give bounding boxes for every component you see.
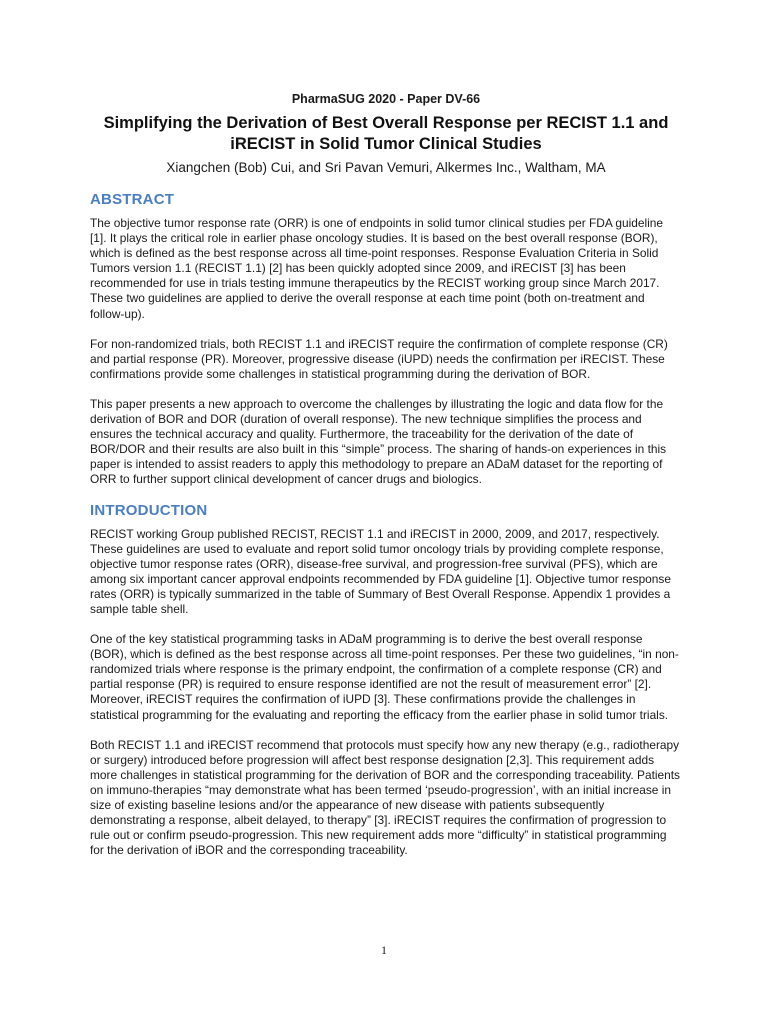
- abstract-paragraph-3: This paper presents a new approach to overcome the challenges by illustrating the logic and data flow for the derivation of BOR and DOR (duration of overall response). The new technique simplifies the process and ensures the technical accuracy and quality. Furthermore, the traceability for the derivation of the date of BOR/DOR and their results are also built in this “simple” process. The sharing of hands-on experiences in this paper is intended to assist readers to apply this methodology to prepare an ADaM dataset for the reporting of ORR to further support clinical development of cancer drugs and biologics.: [90, 396, 667, 487]
- author-line: Xiangchen (Bob) Cui, and Sri Pavan Vemuri, Alkermes Inc., Waltham, MA: [166, 160, 606, 175]
- abstract-heading: ABSTRACT: [90, 191, 175, 208]
- introduction-paragraph-2: One of the key statistical programming tasks in ADaM programming is to derive the best overall response (BOR), which is defined as the best response across all time-point responses. Per these two guidelines, “in non-randomized trials where response is the primary endpoint, the confirmation of a complete response (CR) and partial response (PR) is required to ensure response identified are not the result of measurement error” [2]. Moreover, iRECIST requires the confirmation of iUPD [3]. These confirmations provide the challenges in statistical programming for the evaluating and reporting the efficacy from the earlier phase in solid tumor trials.: [90, 632, 679, 722]
- abstract-section: [90, 191, 682, 488]
- paper-title-line-1: Simplifying the Derivation of Best Overall Response per RECIST 1.1 and: [103, 114, 669, 132]
- introduction-paragraph-1: RECIST working Group published RECIST, RECIST 1.1 and iRECIST in 2000, 2009, and 2017, respectively. These guidelines are used to evaluate and report solid tumor oncology trials by providing complete response, objective tumor response rates (ORR), disease-free survival, and progression-free survival (PFS), which are among six important cancer approval endpoints recommended by FDA guideline [1]. Objective tumor response rates (ORR) is typically summarized in the table of Summary of Best Overall Response. Appendix 1 provides a sample table shell.: [90, 526, 671, 616]
- introduction-paragraph-3: Both RECIST 1.1 and iRECIST recommend that protocols must specify how any new therapy (e.g., radiotherapy or surgery) introduced before progression will affect best response designation [2,3]. This requirement adds more challenges in statistical programming for the derivation of BOR and the corresponding traceability. Patients on immuno-therapies “may demonstrate what has been termed ‘pseudo-progression’, with an initial increase in size of existing baseline lesions and/or the appearance of new disease with patients subsequently demonstrating a response, albeit delayed, to therapy” [3]. iRECIST requires the confirmation of progression to rule out or confirm pseudo-progression. This new requirement adds more “difficulty” in statistical programming for the derivation of iBOR and the corresponding traceability.: [90, 737, 680, 858]
- introduction-section: [90, 502, 682, 859]
- abstract-paragraph-2: For non-randomized trials, both RECIST 1.1 and iRECIST require the confirmation of complete response (CR) and partial response (PR). Moreover, progressive disease (iUPD) needs the confirmation per iRECIST. These confirmations provide some challenges in statistical programming during the derivation of BOR.: [90, 336, 668, 381]
- paper-title: [90, 113, 682, 155]
- page-content: [90, 92, 682, 873]
- paper-title-line-2: iRECIST in Solid Tumor Clinical Studies: [230, 135, 542, 153]
- abstract-paragraph-1: The objective tumor response rate (ORR) is one of endpoints in solid tumor clinical studies per FDA guideline [1]. It plays the critical role in earlier phase oncology studies. It is based on the best overall response (BOR), which is defined as the best response across all time-point responses. Response Evaluation Criteria in Solid Tumors version 1.1 (RECIST 1.1) [2] has been quickly adopted since 2009, and iRECIST [3] has been recommended for use in trials testing immune therapeutics by the RECIST working group since March 2017. These two guidelines are applied to derive the overall response at each time point (both on-treatment and follow-up).: [90, 216, 664, 321]
- introduction-heading: INTRODUCTION: [90, 501, 208, 519]
- page-number: 1: [381, 943, 387, 957]
- conference-label: PharmaSUG 2020 - Paper DV-66: [291, 92, 481, 106]
